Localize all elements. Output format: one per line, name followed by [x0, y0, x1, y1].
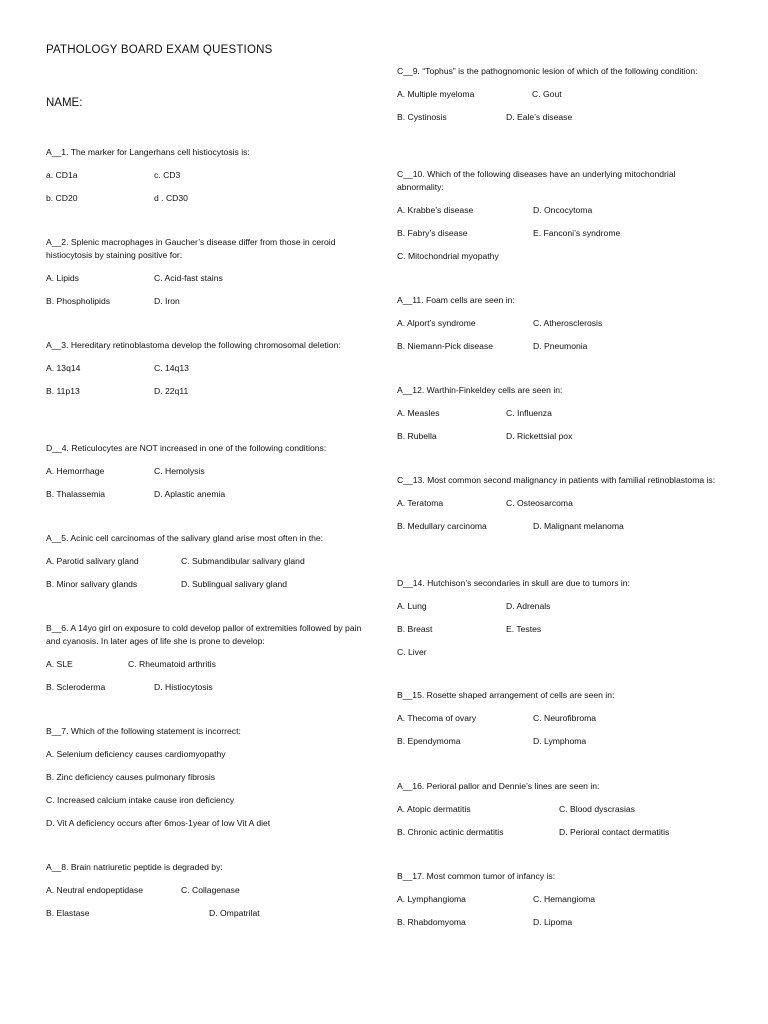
option: A. Thecoma of ovary — [397, 713, 477, 723]
option: A. Selenium deficiency causes cardiomyopathy — [46, 749, 226, 759]
option: C. Mitochondrial myopathy — [397, 251, 499, 261]
question-1 — [46, 146, 366, 205]
page-title: PATHOLOGY BOARD EXAM QUESTIONS — [46, 44, 273, 56]
option: D. Sublingual salivary gland — [181, 579, 288, 589]
option: E. Fanconi’s syndrome — [533, 228, 621, 238]
question-stem: C__10. Which of the following diseases have an underlying mitochondrial abnormality: — [397, 169, 676, 192]
question-7 — [46, 725, 376, 830]
question-4 — [46, 442, 376, 501]
option: C. Osteosarcoma — [506, 498, 573, 508]
option: D. Oncocytoma — [533, 205, 593, 215]
option: D. Rickettsial pox — [506, 431, 573, 441]
option: D. Aplastic anemia — [154, 489, 226, 499]
option: C. Neurofibroma — [533, 713, 597, 723]
option: B. Elastase — [46, 908, 90, 918]
option: D. Iron — [154, 296, 180, 306]
option: B. Phospholipids — [46, 296, 111, 306]
option: D. Ompatrilat — [209, 908, 260, 918]
option: D. 22q11 — [154, 386, 189, 396]
option: B. Zinc deficiency causes pulmonary fibrosis — [46, 772, 216, 782]
option: d . CD30 — [154, 193, 188, 203]
question-5 — [46, 532, 376, 591]
question-15 — [397, 689, 717, 748]
option: D. Lipoma — [533, 917, 573, 927]
option: C. Liver — [397, 647, 427, 657]
option: C. 14q13 — [154, 363, 189, 373]
option: C. Submandibular salivary gland — [181, 556, 305, 566]
question-6 — [46, 622, 371, 694]
option: A. 13q14 — [46, 363, 81, 373]
option: B. Thalassemia — [46, 489, 106, 499]
question-stem: B__15. Rosette shaped arrangement of cells are seen in: — [397, 690, 615, 700]
option: A. Alport’s syndrome — [397, 318, 476, 328]
option: D. Pneumonia — [533, 341, 588, 351]
option: b. CD20 — [46, 193, 78, 203]
option: A. Atopic dermatitis — [397, 804, 471, 814]
option: D. Adrenals — [506, 601, 551, 611]
question-stem: C__13. Most common second malignancy in patients with familial retinoblastoma is: — [397, 475, 716, 485]
question-stem: C__9. “Tophus” is the pathognomonic lesion of which of the following condition: — [397, 66, 698, 76]
question-2 — [46, 236, 366, 308]
question-stem: A__16. Perioral pallor and Dennie’s lines are seen in: — [397, 781, 600, 791]
question-9 — [397, 65, 717, 124]
question-stem: A__2. Splenic macrophages in Gaucher’s disease differ from those in ceroid histiocytosis by staining positive for: — [46, 237, 336, 260]
option: D. Vit A deficiency occurs after 6mos-1year of low Vit A diet — [46, 818, 271, 828]
option: C. Acid-fast stains — [154, 273, 223, 283]
option: B. Scleroderma — [46, 682, 106, 692]
option: A. Hemorrhage — [46, 466, 105, 476]
option: A. Lung — [397, 601, 427, 611]
option: B. Minor salivary glands — [46, 579, 138, 589]
option: B. Chronic actinic dermatitis — [397, 827, 504, 837]
option: A. Krabbe’s disease — [397, 205, 474, 215]
option: C. Influenza — [506, 408, 552, 418]
option: D. Histiocytosis — [154, 682, 213, 692]
option: B. Rhabdomyoma — [397, 917, 466, 927]
question-stem: A__8. Brain natriuretic peptide is degraded by: — [46, 862, 223, 872]
option: B. Breast — [397, 624, 433, 634]
option: C. Blood dyscrasias — [559, 804, 635, 814]
name-label: NAME: — [46, 97, 83, 109]
option: A. Teratoma — [397, 498, 444, 508]
option: E. Testes — [506, 624, 542, 634]
option: C. Rheumatoid arthritis — [128, 659, 216, 669]
option: D. Perioral contact dermatitis — [559, 827, 670, 837]
question-10 — [397, 168, 717, 263]
question-16 — [397, 780, 717, 839]
question-13 — [397, 474, 717, 533]
question-stem: A__1. The marker for Langerhans cell histiocytosis is: — [46, 147, 250, 157]
option: C. Hemangioma — [533, 894, 596, 904]
option: D. Lymphoma — [533, 736, 587, 746]
option: B. Niemann-Pick disease — [397, 341, 494, 351]
question-stem: A__12. Warthin-Finkeldey cells are seen in: — [397, 385, 563, 395]
question-stem: B__7. Which of the following statement is incorrect: — [46, 726, 241, 736]
option: A. SLE — [46, 659, 73, 669]
question-11 — [397, 294, 717, 353]
question-stem: A__5. Acinic cell carcinomas of the salivary gland arise most often in the: — [46, 533, 324, 543]
option: C. Increased calcium intake cause iron deficiency — [46, 795, 235, 805]
option: A. Lipids — [46, 273, 79, 283]
question-3 — [46, 339, 346, 398]
question-17 — [397, 870, 717, 929]
option: a. CD1a — [46, 170, 78, 180]
question-stem: B__6. A 14yo girl on exposure to cold develop pallor of extremities followed by pain and cyanosis. In later ages of life she is prone to develop: — [46, 623, 362, 646]
question-8 — [46, 861, 376, 920]
question-stem: D__4. Reticulocytes are NOT increased in one of the following conditions: — [46, 443, 327, 453]
option: c. CD3 — [154, 170, 181, 180]
option: B. Fabry’s disease — [397, 228, 468, 238]
option: B. Rubella — [397, 431, 437, 441]
question-stem: A__11. Foam cells are seen in: — [397, 295, 515, 305]
question-14 — [397, 577, 717, 659]
option: D. Eale’s disease — [506, 112, 573, 122]
option: B. Ependymoma — [397, 736, 461, 746]
option: A. Multiple myeloma — [397, 89, 475, 99]
option: D. Malignant melanoma — [533, 521, 624, 531]
question-stem: B__17. Most common tumor of infancy is: — [397, 871, 556, 881]
option: C. Collagenase — [181, 885, 240, 895]
question-stem: D__14. Hutchison’s secondaries in skull are due to tumors in: — [397, 578, 630, 588]
option: C. Atherosclerosis — [533, 318, 603, 328]
option: A. Parotid salivary gland — [46, 556, 139, 566]
option: A. Lymphangioma — [397, 894, 466, 904]
option: C. Hemolysis — [154, 466, 205, 476]
option: A. Neutral endopeptidase — [46, 885, 143, 895]
option: B. Cystinosis — [397, 112, 447, 122]
question-12 — [397, 384, 717, 443]
option: A. Measles — [397, 408, 440, 418]
option: C. Gout — [532, 89, 562, 99]
option: B. 11p13 — [46, 386, 80, 396]
question-stem: A__3. Hereditary retinoblastoma develop the following chromosomal deletion: — [46, 340, 341, 350]
option: B. Medullary carcinoma — [397, 521, 487, 531]
